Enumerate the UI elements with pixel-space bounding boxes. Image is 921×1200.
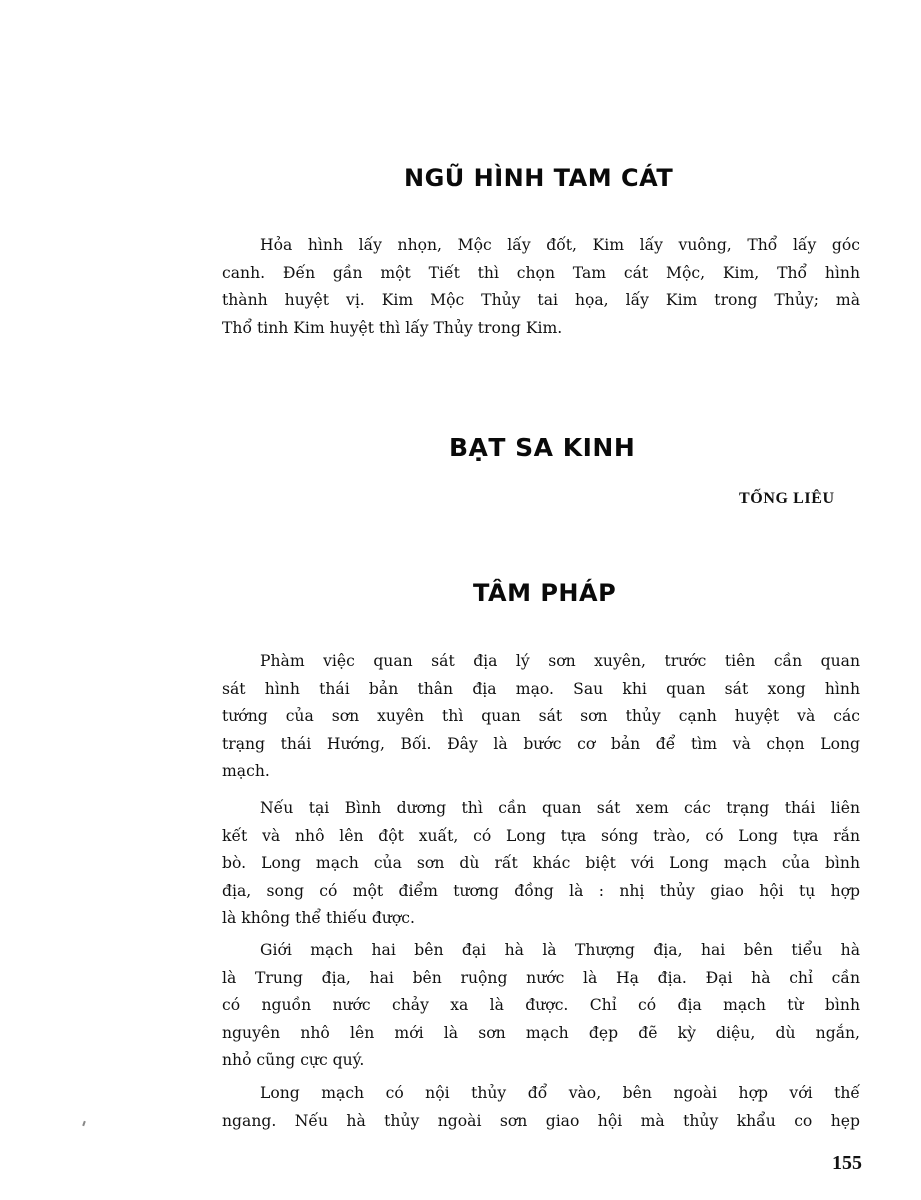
text-line: có nguồn nước chảy xa là được. Chỉ có địa mạch từ bình bbox=[222, 996, 860, 1014]
paragraph bbox=[222, 937, 860, 1075]
text-line: ngang. Nếu hà thủy ngoài sơn giao hội mà thủy khẩu co hẹp bbox=[222, 1111, 860, 1130]
text-line: tướng của sơn xuyên thì quan sát sơn thủy cạnh huyệt và các bbox=[222, 707, 860, 725]
section-title-ngu-hinh-tam-cat: NGŨ HÌNH TAM CÁT bbox=[404, 164, 674, 192]
text-line: Hỏa hình lấy nhọn, Mộc lấy đốt, Kim lấy vuông, Thổ lấy góc bbox=[260, 236, 860, 254]
paragraph bbox=[222, 232, 860, 342]
text-line: là không thể thiếu được. bbox=[222, 909, 415, 927]
paragraph bbox=[222, 648, 860, 786]
text-line: địa, song có một điểm tương đồng là : nhị thủy giao hội tụ hợp bbox=[222, 881, 860, 900]
text-line: Long mạch có nội thủy đổ vào, bên ngoài hợp với thế bbox=[260, 1084, 860, 1102]
section-title-tam-phap: TÂM PHÁP bbox=[473, 579, 617, 607]
paragraph bbox=[222, 795, 860, 933]
text-line: thành huyệt vị. Kim Mộc Thủy tai họa, lấy Kim trong Thủy; mà bbox=[222, 291, 860, 309]
paragraph bbox=[222, 1080, 860, 1135]
author-name: TỐNG LIÊU bbox=[739, 490, 835, 507]
section-title-bat-sa-kinh: BẠT SA KINH bbox=[449, 433, 636, 462]
text-line: nguyên nhô lên mới là sơn mạch đẹp đẽ kỳ diệu, dù ngắn, bbox=[222, 1023, 860, 1042]
text-line: Phàm việc quan sát địa lý sơn xuyên, trước tiên cần quan bbox=[260, 652, 860, 670]
text-line: sát hình thái bản thân địa mạo. Sau khi quan sát xong hình bbox=[222, 679, 860, 698]
text-line: nhỏ cũng cực quý. bbox=[222, 1051, 365, 1069]
page-number: 155 bbox=[832, 1152, 862, 1174]
scan-speck bbox=[82, 1121, 86, 1126]
text-line: canh. Đến gần một Tiết thì chọn Tam cát Mộc, Kim, Thổ hình bbox=[222, 263, 860, 282]
text-line: kết và nhô lên đột xuất, có Long tựa sóng trào, có Long tựa rắn bbox=[222, 826, 860, 845]
text-line: mạch. bbox=[222, 762, 270, 780]
text-line: Nếu tại Bình dương thì cần quan sát xem các trạng thái liên bbox=[260, 799, 860, 817]
text-line: trạng thái Hướng, Bối. Đây là bước cơ bản để tìm và chọn Long bbox=[222, 734, 860, 753]
text-line: Giới mạch hai bên đại hà là Thượng địa, hai bên tiểu hà bbox=[260, 941, 860, 959]
text-line: bò. Long mạch của sơn dù rất khác biệt với Long mạch của bình bbox=[222, 854, 860, 872]
text-line: Thổ tinh Kim huyệt thì lấy Thủy trong Kim. bbox=[222, 318, 563, 337]
text-line: là Trung địa, hai bên ruộng nước là Hạ địa. Đại hà chỉ cần bbox=[222, 968, 860, 987]
